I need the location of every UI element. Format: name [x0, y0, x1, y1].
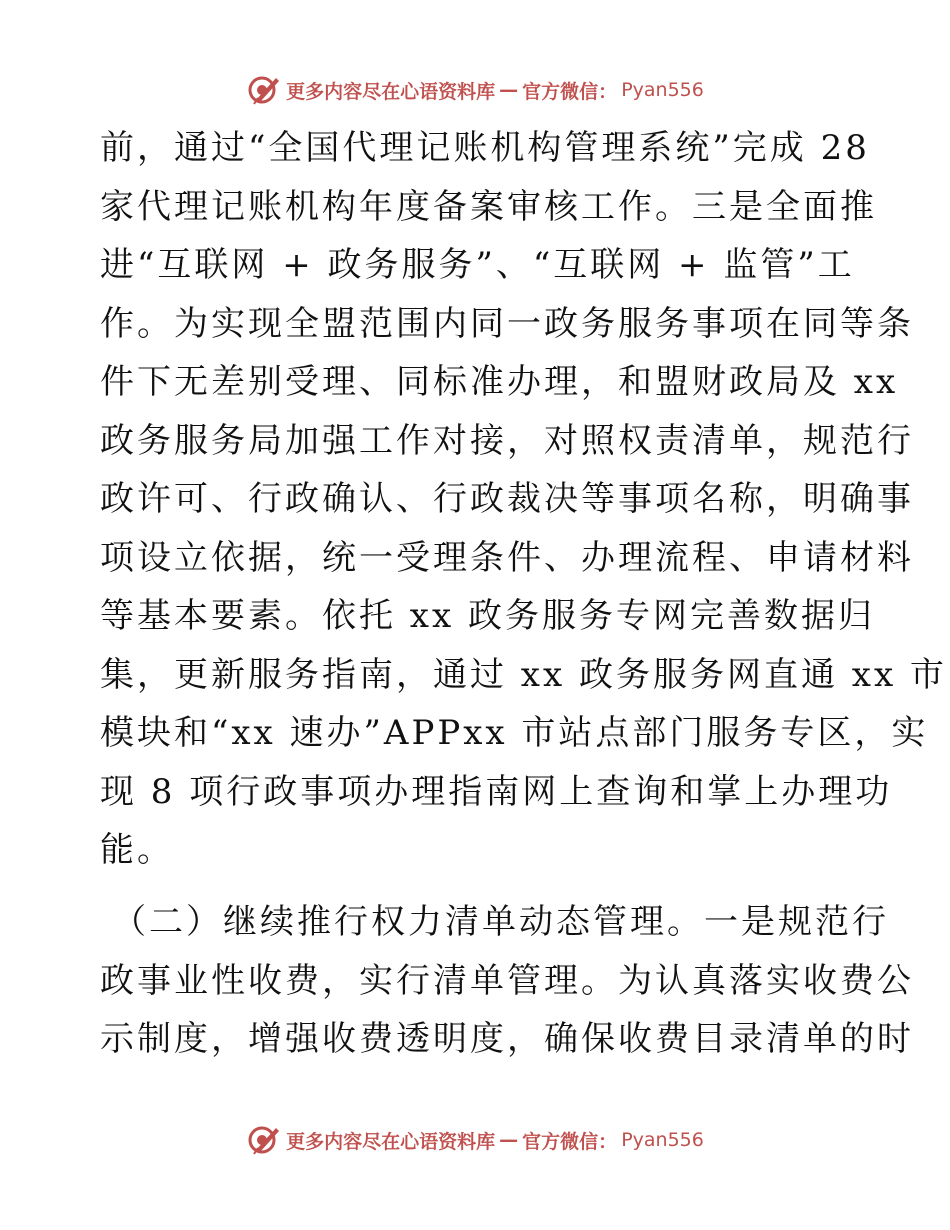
text-line: 作。为实现全盟范围内同一政务服务事项在同等条: [100, 303, 914, 344]
watermark-text: 更多内容尽在心语资料库: [286, 80, 496, 103]
watermark-separator: —: [499, 1129, 519, 1151]
text-line: 件下无差别受理、同标准办理，和盟财政局及 xx: [100, 362, 899, 402]
text-line: 集，更新服务指南，通过 xx 政务服务网直通 xx 市: [100, 654, 947, 695]
text-line: 进“互联网 + 政务服务”、“互联网 + 监管”工: [100, 245, 855, 285]
quill-logo-icon: [246, 72, 282, 108]
text-line: 前，通过“全国代理记账机构管理系统”完成 28: [100, 128, 870, 168]
wechat-label: 官方微信：: [522, 80, 618, 103]
wechat-id: Pyan556: [621, 1129, 704, 1151]
paragraph-2: [100, 893, 914, 1069]
footer-watermark: [0, 1120, 950, 1160]
watermark-separator: —: [499, 79, 519, 101]
watermark-text: 更多内容尽在心语资料库: [286, 1130, 496, 1153]
quill-logo-icon: [246, 1122, 282, 1158]
paragraph-1: [100, 119, 947, 880]
text-line: 能。: [100, 830, 174, 870]
text-line: （二）继续推行权力清单动态管理。一是规范行: [112, 902, 889, 942]
text-line: 政许可、行政确认、行政裁决等事项名称，明确事: [100, 479, 914, 519]
text-line: 家代理记账机构年度备案审核工作。三是全面推: [100, 186, 877, 227]
text-line: 项设立依据，统一受理条件、办理流程、申请材料: [100, 537, 914, 578]
text-line: 现 8 项行政事项办理指南网上查询和掌上办理功: [100, 771, 893, 812]
text-line: 政事业性收费，实行清单管理。为认真落实收费公: [100, 960, 914, 1001]
wechat-id: Pyan556: [621, 79, 704, 101]
wechat-label: 官方微信：: [522, 1130, 618, 1153]
header-watermark: [0, 70, 950, 110]
text-line: 政务服务局加强工作对接，对照权责清单，规范行: [100, 420, 914, 461]
text-line: 模块和“xx 速办”APPxx 市站点部门服务专区，实: [100, 713, 929, 753]
text-line: 示制度，增强收费透明度，确保收费目录清单的时: [100, 1019, 914, 1059]
text-line: 等基本要素。依托 xx 政务服务专网完善数据归: [100, 596, 875, 636]
